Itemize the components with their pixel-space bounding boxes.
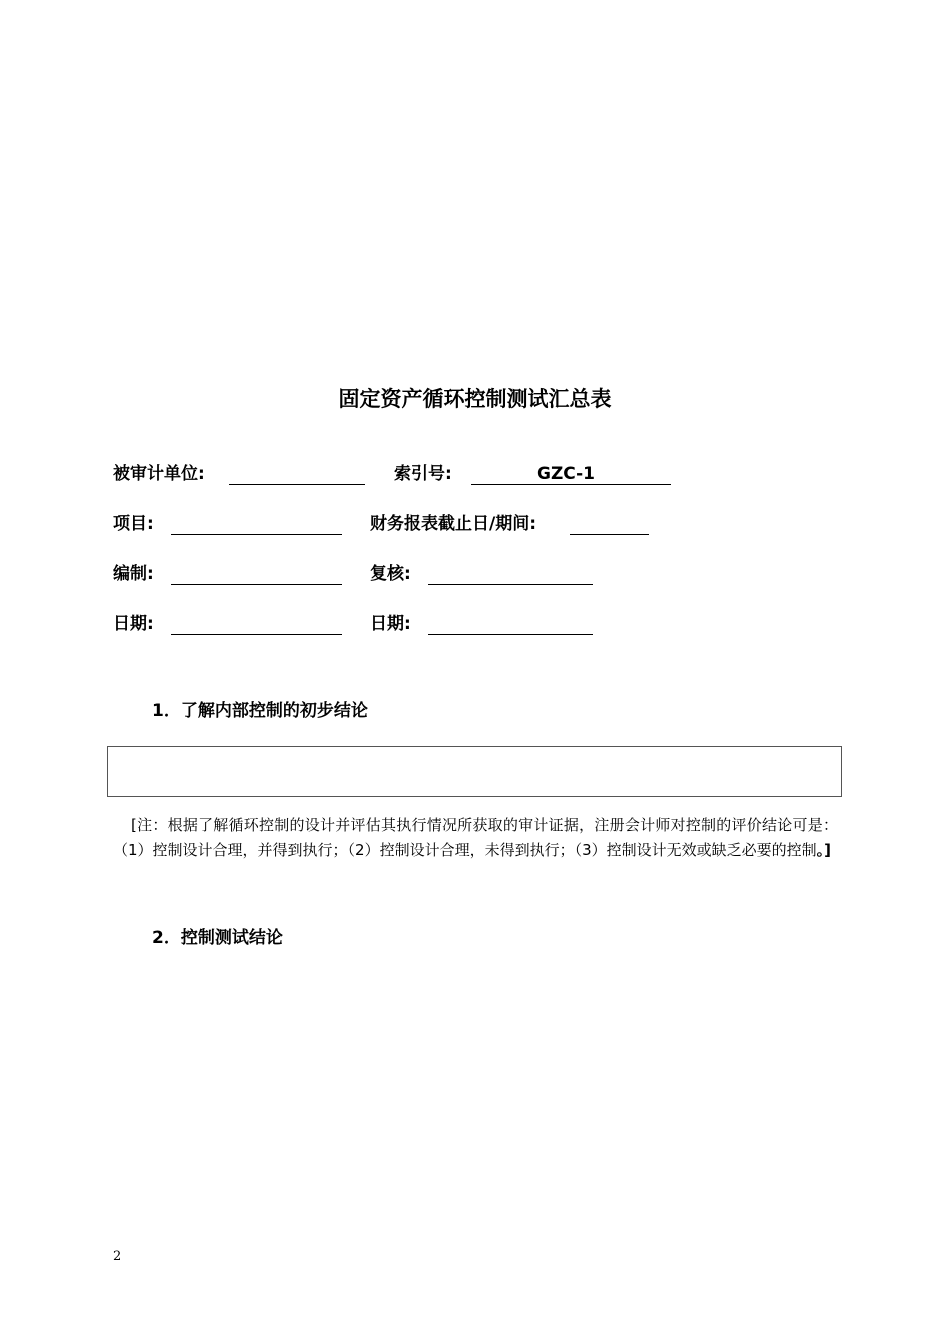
section-2-heading: 2．控制测试结论 <box>152 928 283 948</box>
prepared-date-field[interactable] <box>171 634 342 635</box>
page-title: 固定资产循环控制测试汇总表 <box>338 387 612 411</box>
audited-unit-label: 被审计单位: <box>113 464 205 484</box>
reviewed-by-field[interactable] <box>428 584 593 585</box>
prepared-by-label: 编制: <box>113 564 154 584</box>
note-paragraph <box>113 813 838 862</box>
project-field[interactable] <box>171 534 342 535</box>
period-field[interactable] <box>570 534 649 535</box>
reviewed-date-label: 日期: <box>370 614 411 634</box>
prepared-date-label: 日期: <box>113 614 154 634</box>
reviewed-date-field[interactable] <box>428 634 593 635</box>
index-label: 索引号: <box>394 464 452 484</box>
project-label: 项目: <box>113 514 154 534</box>
section-1-heading: 1．了解内部控制的初步结论 <box>152 701 368 721</box>
index-value: GZC-1 <box>536 464 596 484</box>
audited-unit-field[interactable] <box>229 484 365 485</box>
page-number: 2 <box>113 1249 122 1264</box>
period-label: 财务报表截止日/期间: <box>370 514 537 534</box>
prepared-by-field[interactable] <box>171 584 342 585</box>
note-ending: 。] <box>816 840 831 859</box>
reviewed-by-label: 复核: <box>370 564 411 584</box>
preliminary-conclusion-box[interactable] <box>107 746 842 797</box>
note-body: [注：根据了解循环控制的设计并评估其执行情况所获取的审计证据，注册会计师对控制的评价结论可是：（1）控制设计合理，并得到执行；（2）控制设计合理，未得到执行；（3）控制设计无效或缺乏必要的控制 <box>113 816 838 859</box>
